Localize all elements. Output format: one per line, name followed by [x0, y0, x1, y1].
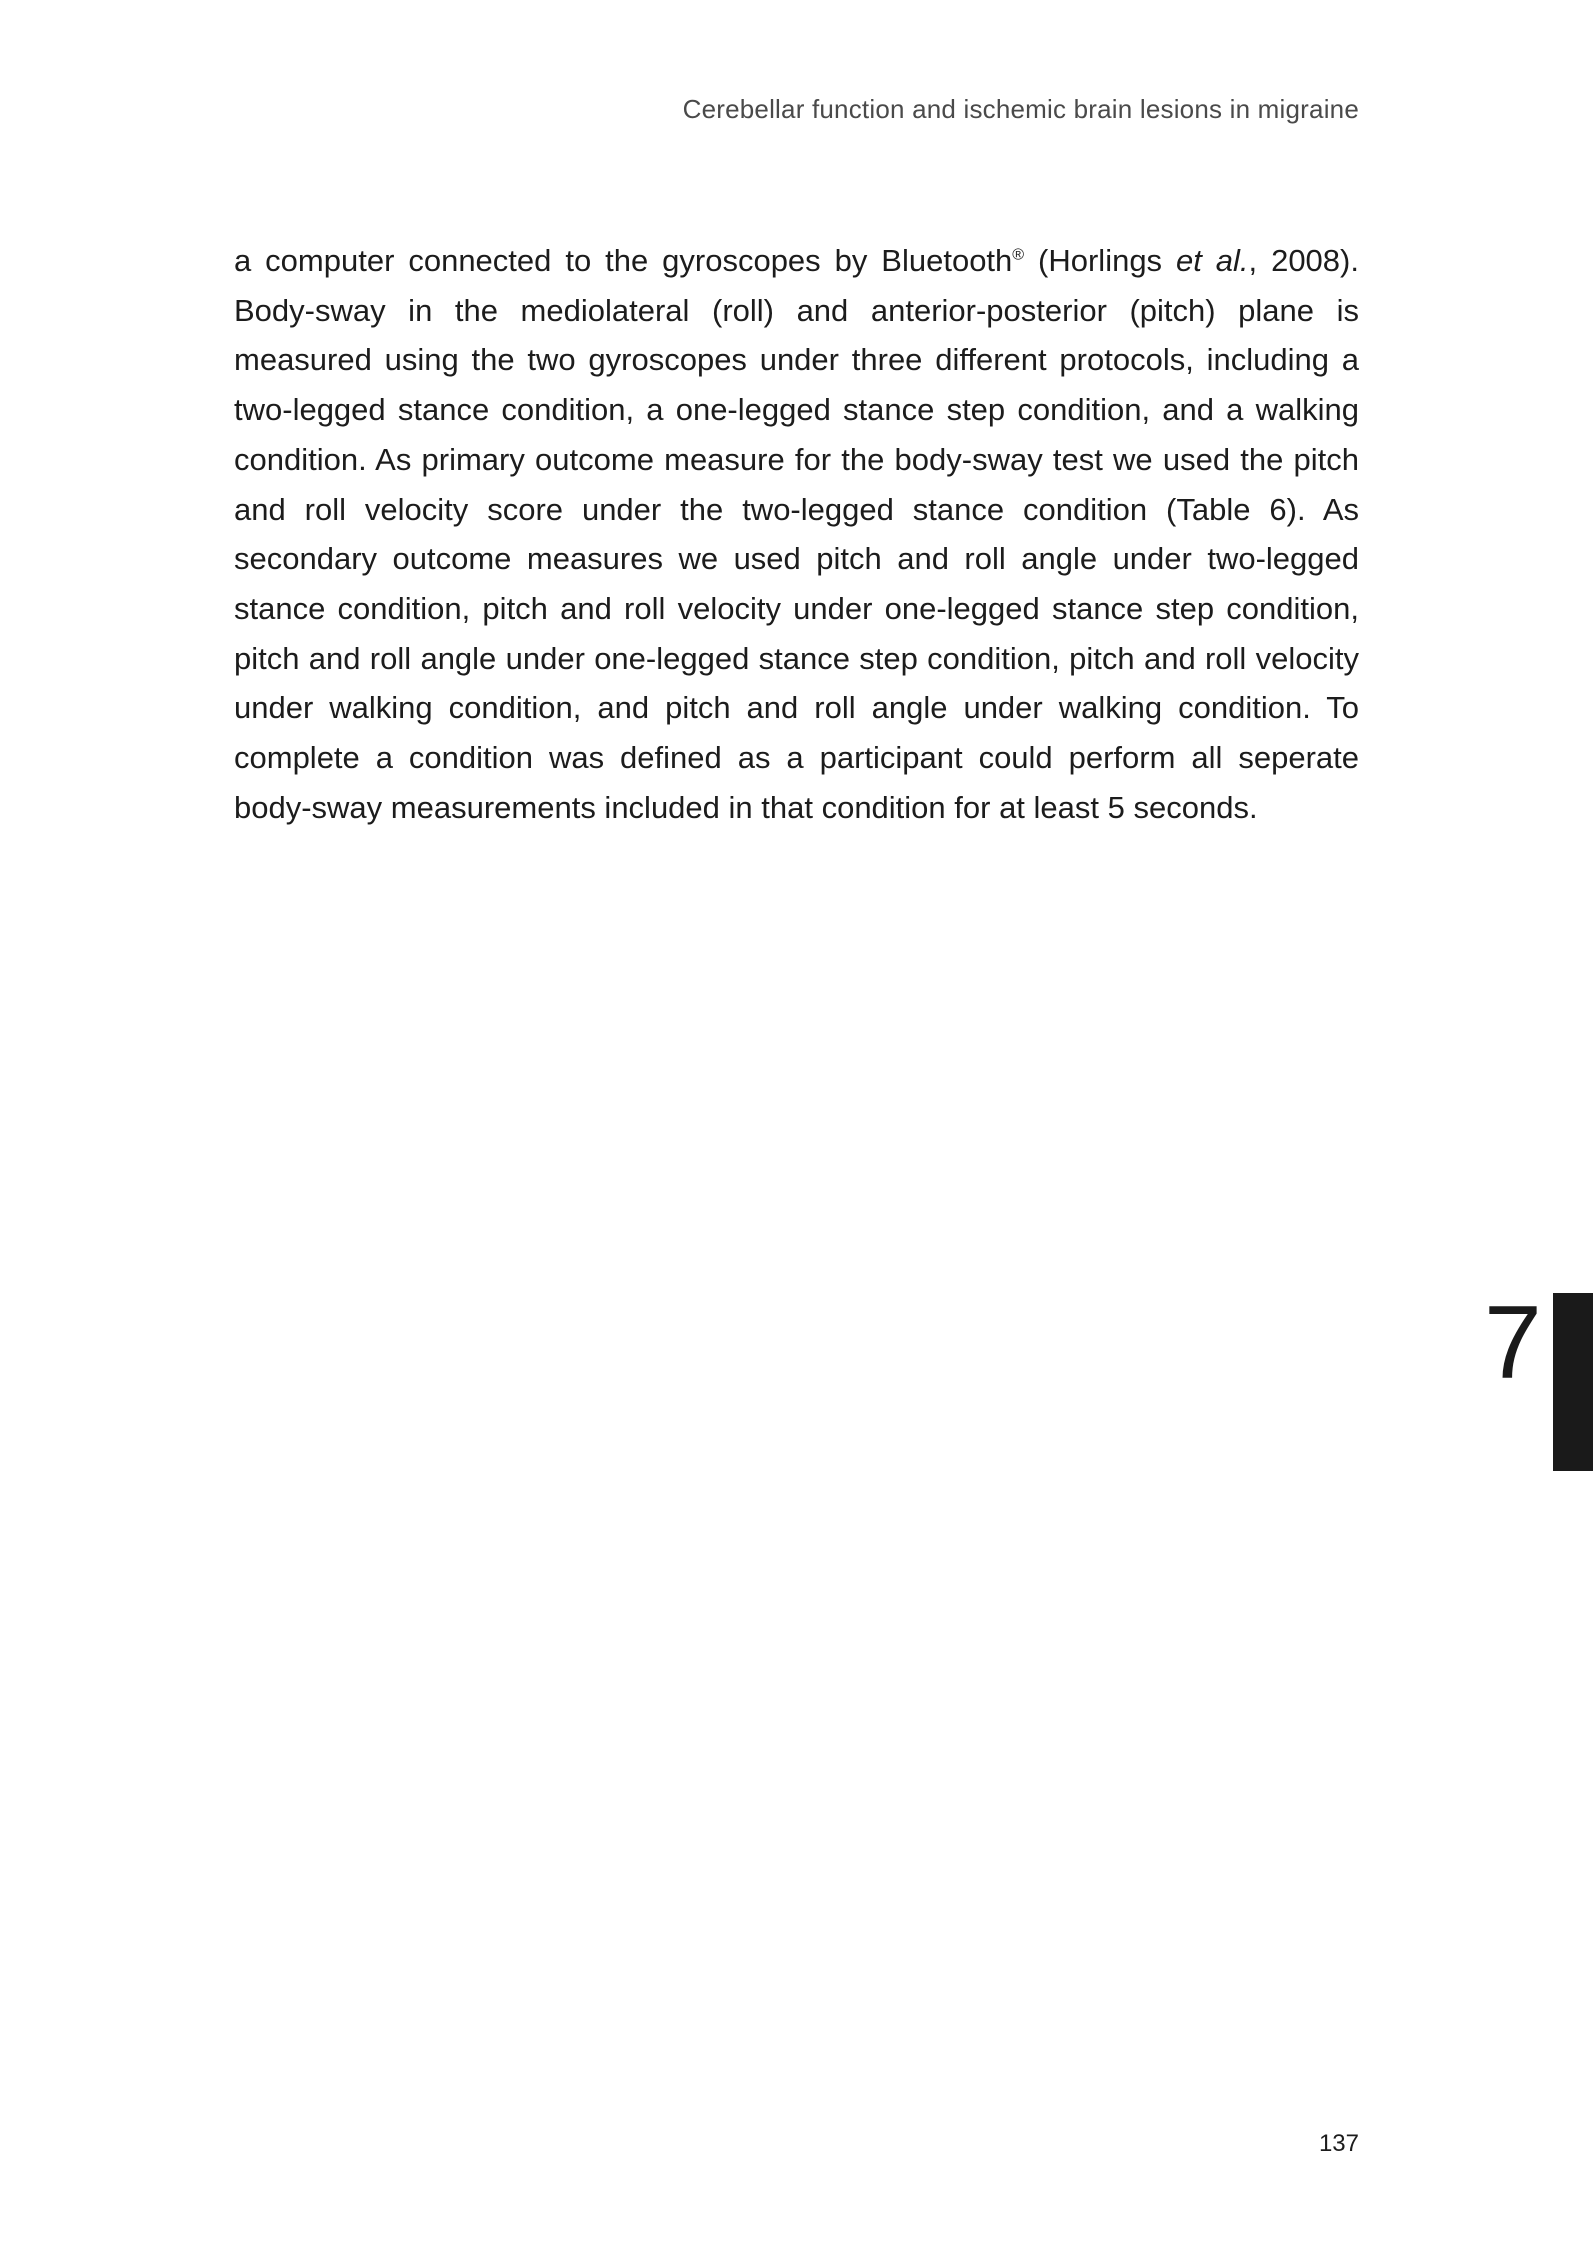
- running-header: Cerebellar function and ischemic brain lesions in migraine: [682, 94, 1359, 124]
- paragraph-text-2: (Horlings: [1024, 243, 1176, 278]
- page-number: 137: [1318, 2130, 1359, 2157]
- citation-et-al: et al.: [1176, 243, 1249, 278]
- registered-trademark-mark: ®: [1012, 246, 1025, 264]
- chapter-thumb-tab: [1553, 1293, 1593, 1471]
- paragraph-text-3: , 2008). Body-sway in the mediolateral (roll) and anterior-posterior (pitch) plane is measured using the two gyroscopes under three different protocols, including a two-legged stance condition, a one-legged stance step condition, and a walking condition. As primary outcome measure for the body-sway test we used the pitch and roll velocity score under the two-legged stance condition (Table 6). As secondary outcome measures we used pitch and roll angle under two-legged stance condition, pitch and roll velocity under one-legged stance step condition, pitch and roll angle under one-legged stance step condition, pitch and roll velocity under walking condition, and pitch and roll angle under walking condition. To complete a condition was defined as a participant could perform all seperate body-sway measurements included in that condition for at least 5 seconds.: [234, 243, 1359, 825]
- body-paragraph: [234, 236, 1359, 832]
- paragraph-text-1: a computer connected to the gyroscopes by Bluetooth: [234, 243, 1013, 278]
- chapter-number: 7: [1484, 1285, 1542, 1401]
